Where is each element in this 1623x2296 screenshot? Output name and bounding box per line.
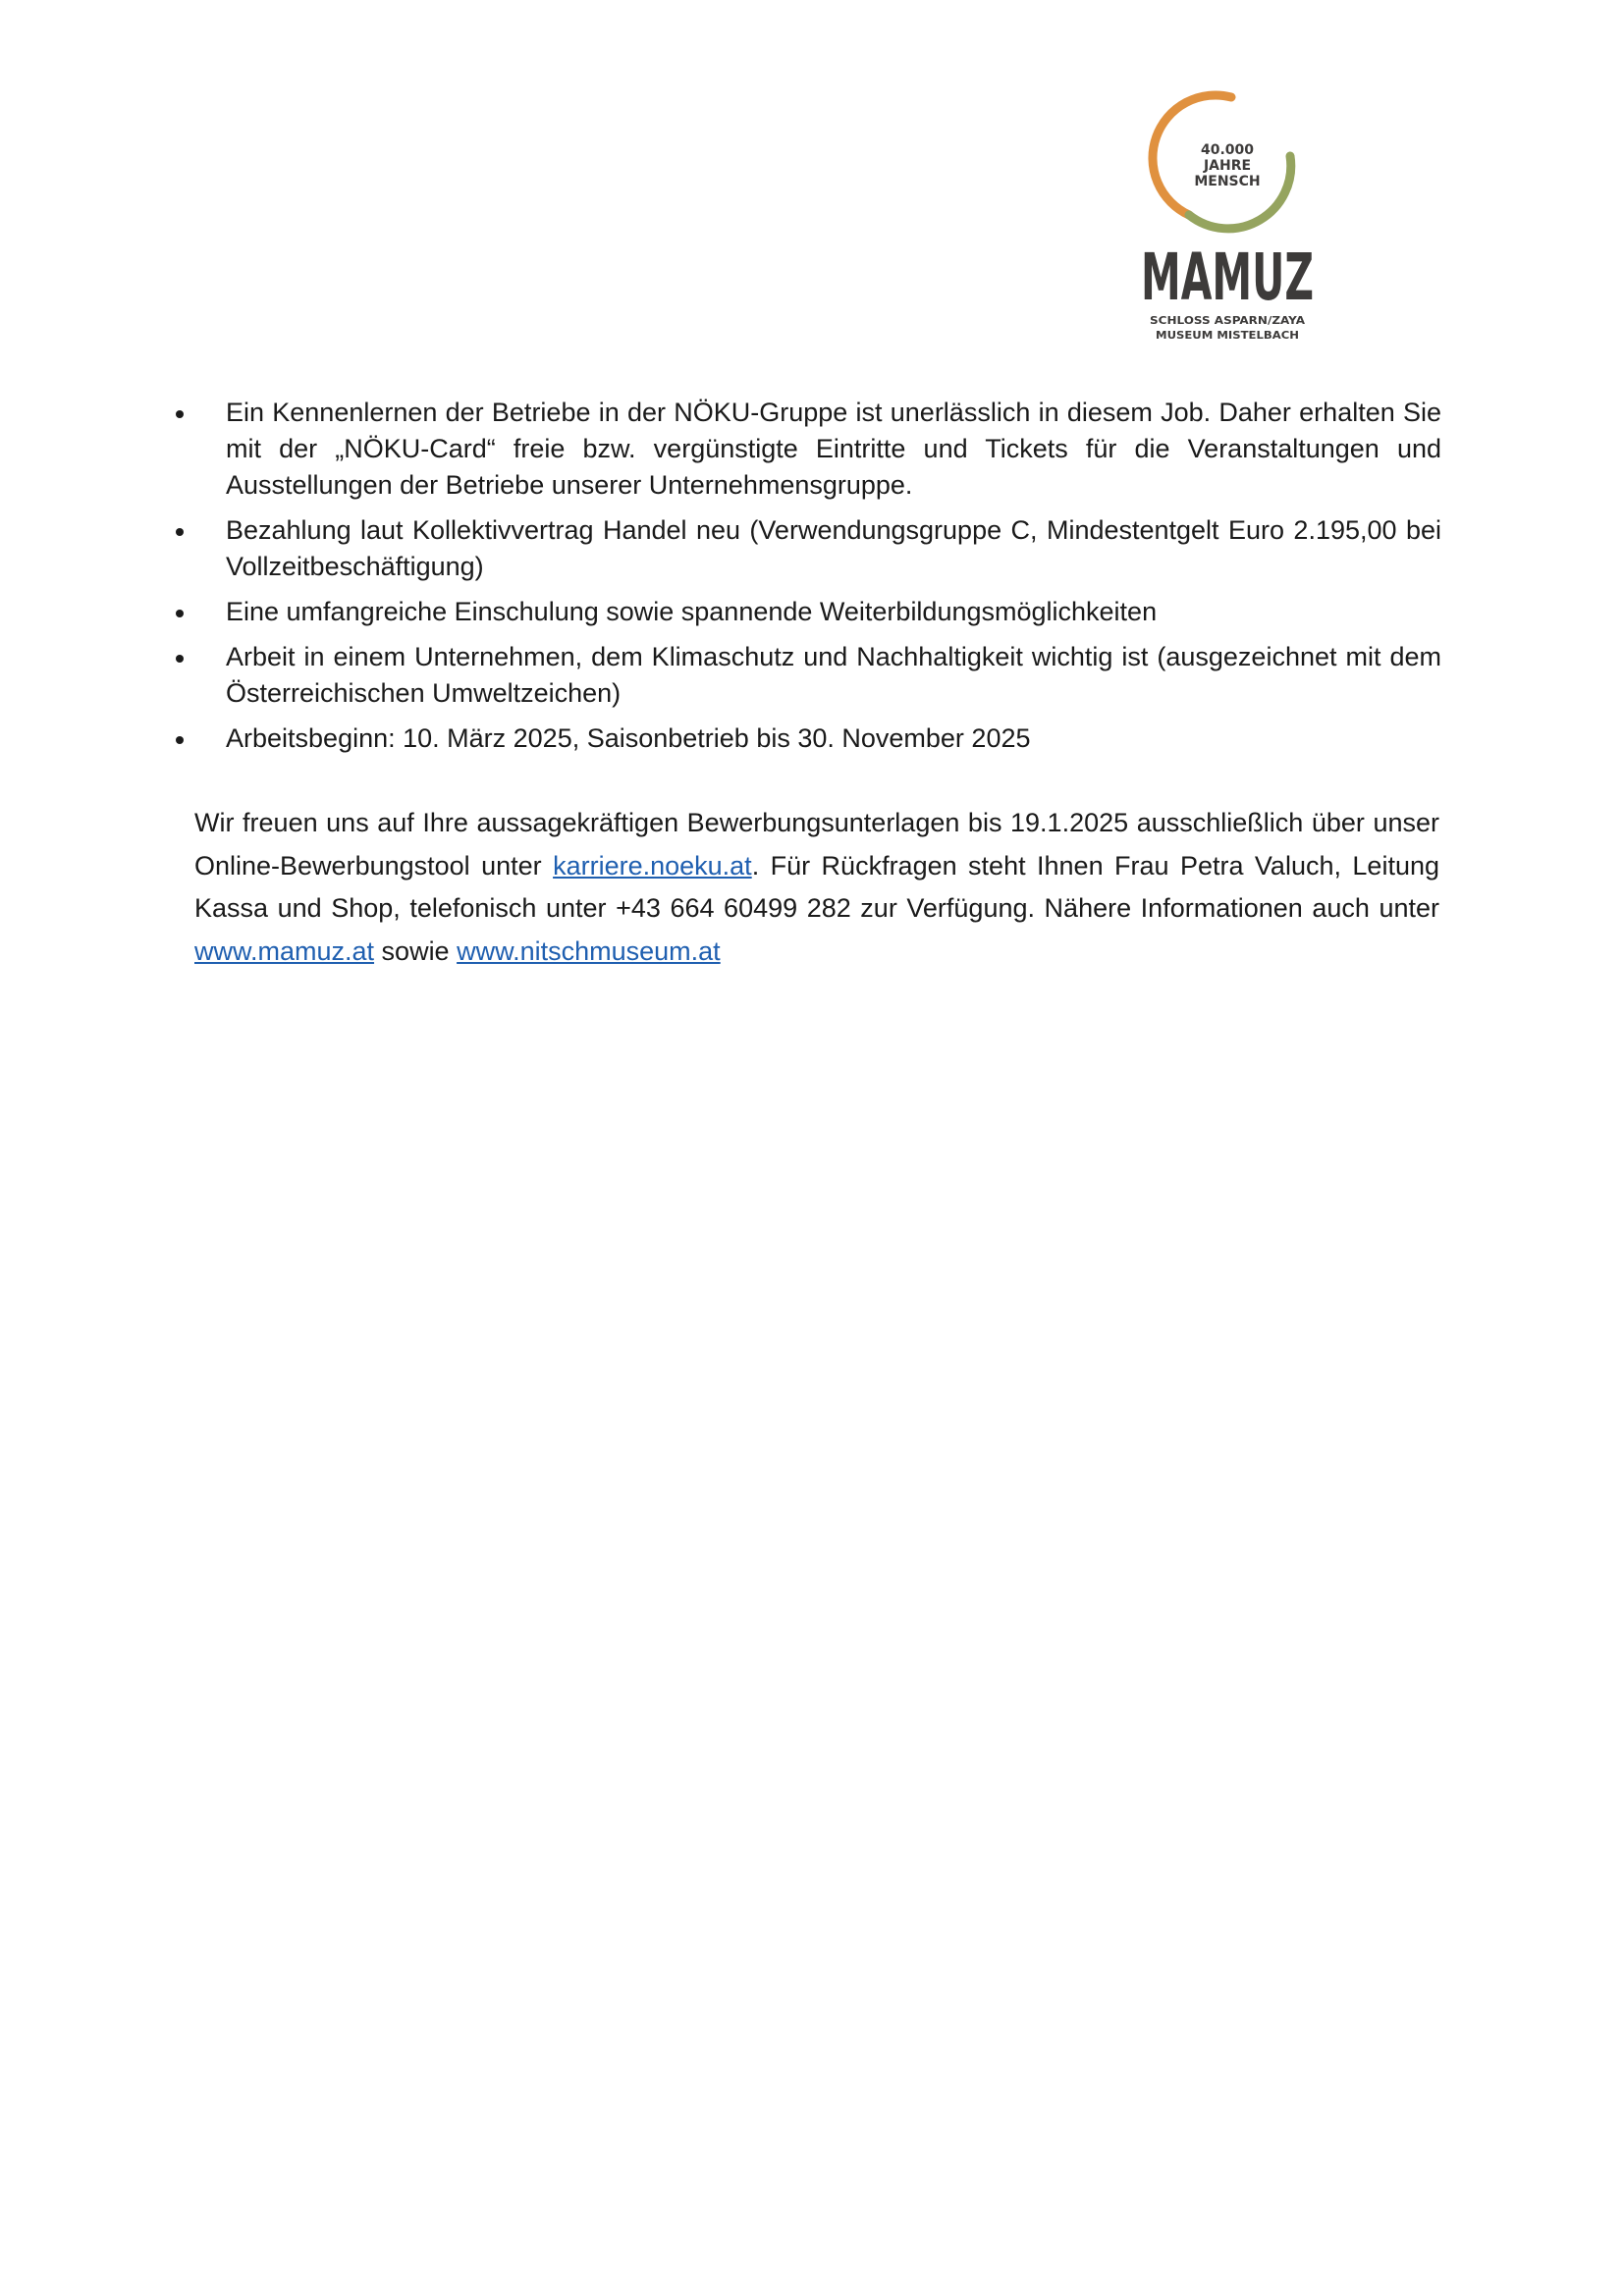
logo-graphic [1129,93,1325,348]
list-item-text: Ein Kennenlernen der Betriebe in der NÖKU-Gruppe ist unerlässlich in diesem Job. Daher erhalten Sie mit der „NÖKU-Card“ freie bzw. vergünstigte Eintritte und Tickets für die Veranstaltungen und Ausstellungen der Betriebe unserer Unternehmensgruppe. [226,398,1441,500]
closing-text-1: Wir freuen uns auf Ihre aussagekräftigen Bewerbungsunterlagen bis 19.1.2025 ausschließlich über unser Online-Bewerbungstool unter [194,808,1439,881]
list-item-text: Arbeit in einem Unternehmen, dem Klimaschutz und Nachhaltigkeit wichtig ist (ausgezeichnet mit dem Österreichischen Umweltzeichen) [226,642,1441,708]
nitschmuseum-website-link[interactable]: www.nitschmuseum.at [457,935,721,966]
logo-ring-text-3: MENSCH [1194,174,1261,189]
logo-subtitle-1: SCHLOSS ASPARN/ZAYA [1150,314,1306,327]
closing-text-3: sowie [374,935,458,966]
logo-wordmark: MAMUZ [1141,240,1314,315]
bullet-icon [176,655,184,663]
list-item [175,639,1441,712]
logo-ring-text-2: JAHRE [1203,158,1252,174]
list-item-text: Arbeitsbeginn: 10. März 2025, Saisonbetrieb bis 30. November 2025 [226,723,1031,753]
karriere-link[interactable]: karriere.noeku.at [553,850,752,881]
list-item-text: Eine umfangreiche Einschulung sowie spannende Weiterbildungsmöglichkeiten [226,597,1158,626]
list-item-text: Bezahlung laut Kollektivvertrag Handel neu (Verwendungsgruppe C, Mindestentgelt Euro 2.195,00 bei Vollzeitbeschäftigung) [226,515,1441,581]
list-item [175,395,1441,504]
mamuz-website-link[interactable]: www.mamuz.at [194,935,375,966]
bullet-icon [176,528,184,536]
list-item [175,721,1441,757]
list-item [175,594,1441,630]
logo-ring-text-1: 40.000 [1200,142,1255,158]
list-item [175,512,1441,585]
closing-paragraph [194,802,1439,973]
bullet-icon [176,410,184,418]
mamuz-logo [1129,93,1325,348]
bullet-icon [176,610,184,617]
benefits-list [175,395,1441,766]
closing-text-2: . Für Rückfragen steht Ihnen Frau Petra Valuch, Leitung Kassa und Shop, telefonisch unter +43 664 60499 282 zur Verfügung. Nähere Informationen auch unter [194,850,1439,923]
logo-subtitle-2: MUSEUM MISTELBACH [1156,329,1299,342]
bullet-icon [176,736,184,744]
